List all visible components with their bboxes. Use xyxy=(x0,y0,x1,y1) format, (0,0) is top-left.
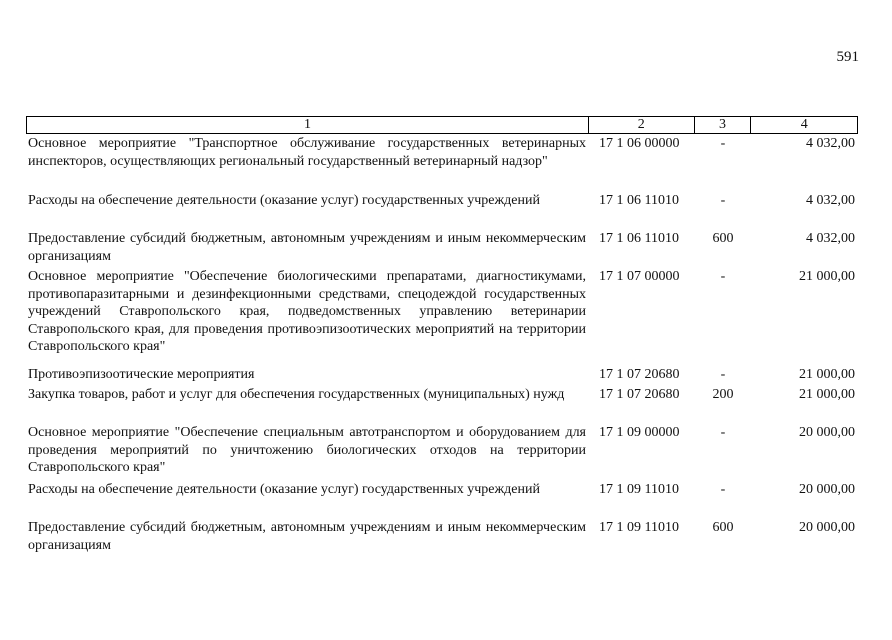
header-col-3: 3 xyxy=(695,117,752,133)
row-amount: 20 000,00 xyxy=(799,482,855,497)
row-expense-type: 600 xyxy=(712,520,734,535)
row-code: 17 1 07 00000 xyxy=(599,269,680,284)
row-code: 17 1 09 11010 xyxy=(599,520,679,535)
row-amount: 21 000,00 xyxy=(799,387,855,402)
row-code: 17 1 07 20680 xyxy=(599,367,680,382)
row-expense-type: 600 xyxy=(712,231,734,246)
row-expense-type: - xyxy=(720,425,726,440)
row-amount: 4 032,00 xyxy=(806,193,855,208)
header-col-2: 2 xyxy=(589,117,695,133)
row-code: 17 1 09 11010 xyxy=(599,482,679,497)
row-amount: 20 000,00 xyxy=(799,425,855,440)
header-col-1: 1 xyxy=(27,117,589,133)
row-amount: 21 000,00 xyxy=(799,269,855,284)
row-expense-type: - xyxy=(720,367,726,382)
row-expense-type: - xyxy=(720,482,726,497)
row-code: 17 1 07 20680 xyxy=(599,387,680,402)
row-expense-type: - xyxy=(720,136,726,151)
row-description: Предоставление субсидий бюджетным, автономным учреждениям и иным некоммерческим организациям xyxy=(28,231,586,264)
page-number: 591 xyxy=(836,49,859,65)
row-description: Противоэпизоотические мероприятия xyxy=(28,367,255,382)
row-description: Основное мероприятие "Обеспечение биологическими препаратами, диагностикумами, противопаразитарными и дезинфекционными средствами, спецодеждой государственных учреждений Ставропольского края, подведомственных управлению ветеринарии Ставропольского края, для проведения противоэпизоотических мероприятий на территории Ставропольского края" xyxy=(28,269,586,354)
row-description: Расходы на обеспечение деятельности (оказание услуг) государственных учреждений xyxy=(28,193,540,208)
header-col-4: 4 xyxy=(800,117,808,132)
row-expense-type: 200 xyxy=(712,387,734,402)
row-expense-type: - xyxy=(720,193,726,208)
row-amount: 21 000,00 xyxy=(799,367,855,382)
row-code: 17 1 06 11010 xyxy=(599,231,679,246)
row-amount: 4 032,00 xyxy=(806,136,855,151)
row-description: Расходы на обеспечение деятельности (оказание услуг) государственных учреждений xyxy=(28,482,540,497)
row-description: Предоставление субсидий бюджетным, автономным учреждениям и иным некоммерческим организациям xyxy=(28,520,586,553)
row-amount: 4 032,00 xyxy=(806,231,855,246)
row-code: 17 1 06 00000 xyxy=(599,136,680,151)
row-description: Закупка товаров, работ и услуг для обеспечения государственных (муниципальных) нужд xyxy=(28,387,565,402)
row-code: 17 1 06 11010 xyxy=(599,193,679,208)
row-description: Основное мероприятие "Транспортное обслуживание государственных ветеринарных инспекторов, осуществляющих региональный государственный ветеринарный надзор" xyxy=(28,136,586,169)
row-description: Основное мероприятие "Обеспечение специальным автотранспортом и оборудованием для проведения мероприятий по уничтожению биологических отходов на территории Ставропольского края" xyxy=(28,425,586,475)
row-amount: 20 000,00 xyxy=(799,520,855,535)
table-header xyxy=(26,116,858,134)
row-expense-type: - xyxy=(720,269,726,284)
row-code: 17 1 09 00000 xyxy=(599,425,680,440)
